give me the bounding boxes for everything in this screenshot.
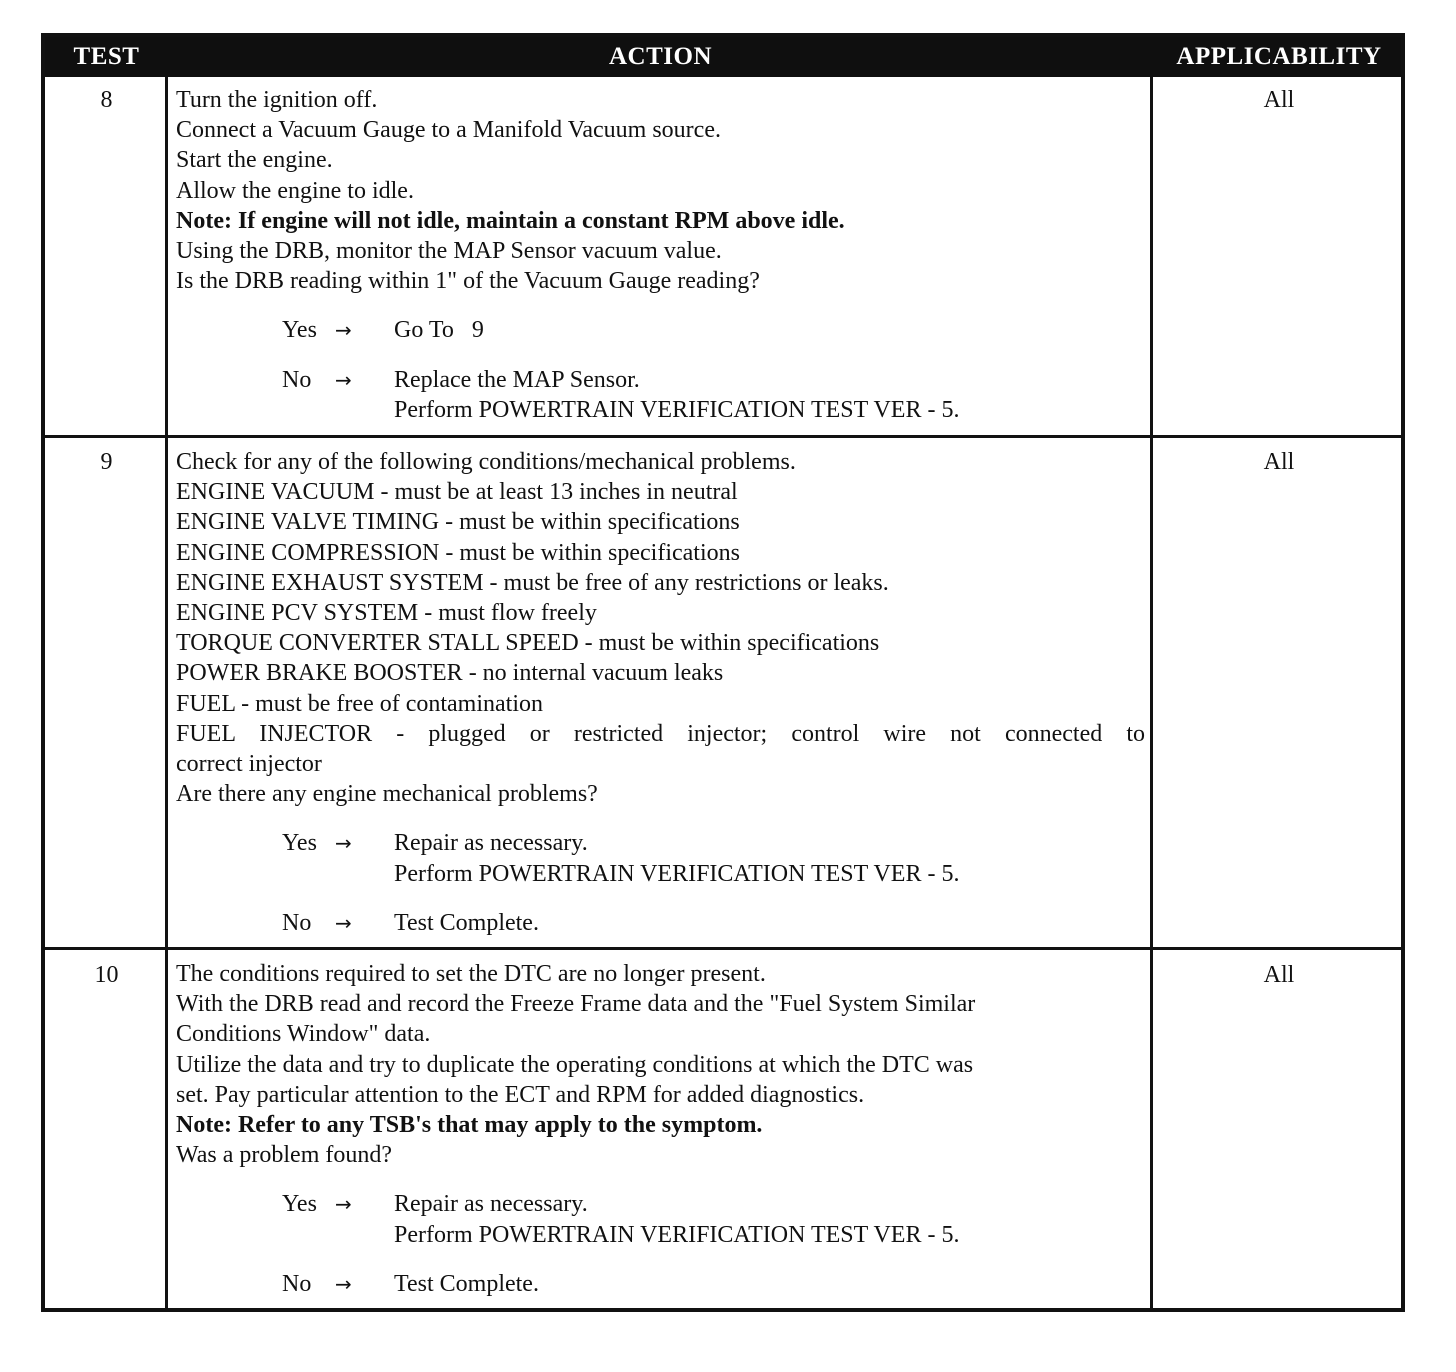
result-line: Repair as necessary. <box>394 1191 588 1218</box>
action-line: ENGINE COMPRESSION - must be within specifications <box>176 539 740 566</box>
yes-response <box>282 1189 1145 1249</box>
action-line: ENGINE EXHAUST SYSTEM - must be free of any restrictions or leaks. <box>176 569 889 596</box>
test-number: 9 <box>100 449 113 475</box>
no-response <box>282 1269 1145 1299</box>
yes-result <box>394 828 959 888</box>
action-line: TORQUE CONVERTER STALL SPEED - must be within specifications <box>176 630 880 657</box>
arrow-icon: → <box>335 831 352 856</box>
arrow-icon: → <box>335 1271 352 1296</box>
no-result <box>394 1269 539 1299</box>
applicability-value: All <box>1263 449 1295 475</box>
yes-result <box>394 1189 959 1249</box>
header-test: TEST <box>73 43 140 70</box>
action-line: Using the DRB, monitor the MAP Sensor vacuum value. <box>176 238 722 265</box>
action-text <box>176 85 1145 425</box>
result-line: Perform POWERTRAIN VERIFICATION TEST VER - 5. <box>394 860 960 887</box>
no-result <box>394 908 539 938</box>
action-line: FUEL INJECTOR - plugged or restricted injector; control wire not connected to <box>176 720 1145 747</box>
no-result <box>394 365 959 425</box>
question-line: Was a problem found? <box>176 1142 392 1169</box>
result-line: Test Complete. <box>394 1270 539 1297</box>
action-line: With the DRB read and record the Freeze Frame data and the "Fuel System Similar <box>176 991 976 1018</box>
question-line: Are there any engine mechanical problems? <box>176 781 598 808</box>
action-line: ENGINE VALVE TIMING - must be within specifications <box>176 509 740 536</box>
result-line: Replace the MAP Sensor. <box>394 366 640 393</box>
test-number: 8 <box>100 87 113 113</box>
result-line: Go To 9 <box>394 317 484 344</box>
result-line: Perform POWERTRAIN VERIFICATION TEST VER - 5. <box>394 1221 960 1248</box>
yes-label: Yes <box>282 830 317 857</box>
arrow-icon: → <box>335 318 352 343</box>
action-line: correct injector <box>176 751 322 778</box>
column-divider <box>1150 77 1153 1312</box>
note-line: Note: If engine will not idle, maintain a constant RPM above idle. <box>176 207 845 234</box>
no-label: No <box>282 366 312 393</box>
action-line: ENGINE PCV SYSTEM - must flow freely <box>176 600 597 627</box>
result-line: Test Complete. <box>394 909 539 936</box>
header-action: ACTION <box>608 43 712 70</box>
yes-response <box>282 828 1145 888</box>
diagnostic-table <box>41 33 1405 1312</box>
action-line: Start the engine. <box>176 147 333 174</box>
yes-label: Yes <box>282 317 317 344</box>
result-line: Repair as necessary. <box>394 830 588 857</box>
column-divider <box>165 77 168 1312</box>
action-text <box>176 447 1145 938</box>
action-line: POWER BRAKE BOOSTER - no internal vacuum leaks <box>176 660 724 687</box>
no-response <box>282 365 1145 425</box>
no-label: No <box>282 1270 312 1297</box>
arrow-icon: → <box>335 367 352 392</box>
yes-result <box>394 315 484 345</box>
action-line: Allow the engine to idle. <box>176 177 414 204</box>
arrow-icon: → <box>335 1192 352 1217</box>
action-line: FUEL - must be free of contamination <box>176 690 544 717</box>
action-line: Utilize the data and try to duplicate the operating conditions at which the DTC was <box>176 1051 974 1078</box>
action-line: Check for any of the following conditions/mechanical problems. <box>176 449 796 475</box>
question-line: Is the DRB reading within 1" of the Vacuum Gauge reading? <box>176 268 760 295</box>
note-line: Note: Refer to any TSB's that may apply to the symptom. <box>176 1112 763 1139</box>
header-applicability: APPLICABILITY <box>1176 43 1382 70</box>
action-text <box>176 959 1145 1299</box>
row-divider <box>45 947 1401 950</box>
arrow-icon: → <box>335 910 352 935</box>
action-line: The conditions required to set the DTC are no longer present. <box>176 961 766 987</box>
applicability-value: All <box>1263 87 1295 113</box>
test-number: 10 <box>94 962 119 988</box>
action-line: set. Pay particular attention to the ECT and RPM for added diagnostics. <box>176 1081 865 1108</box>
applicability-value: All <box>1263 962 1295 988</box>
no-response <box>282 908 1145 938</box>
yes-label: Yes <box>282 1191 317 1218</box>
no-label: No <box>282 909 312 936</box>
yes-response <box>282 315 1145 345</box>
action-line: ENGINE VACUUM - must be at least 13 inches in neutral <box>176 479 738 506</box>
row-divider <box>45 435 1401 438</box>
action-line: Conditions Window" data. <box>176 1021 431 1048</box>
action-line: Connect a Vacuum Gauge to a Manifold Vacuum source. <box>176 117 721 144</box>
result-line: Perform POWERTRAIN VERIFICATION TEST VER - 5. <box>394 396 960 423</box>
action-line: Turn the ignition off. <box>176 87 378 113</box>
table-header <box>45 37 1401 77</box>
